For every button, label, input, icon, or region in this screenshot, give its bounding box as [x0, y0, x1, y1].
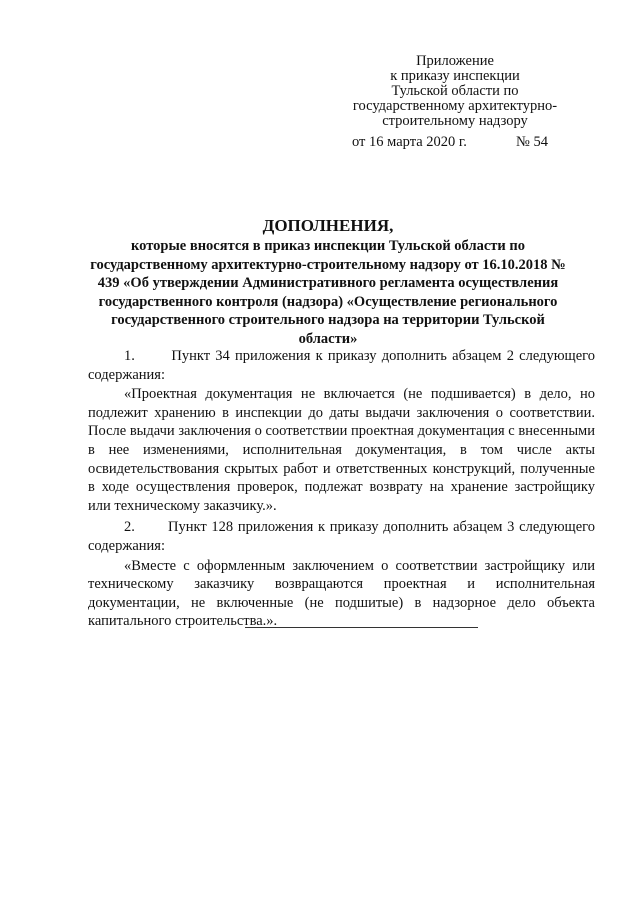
annex-line: Тульской области по [391, 83, 519, 99]
order-date: от 16 марта 2020 г. [352, 134, 467, 150]
item-2-intro: 2. Пункт 128 приложения к приказу дополнить абзацем 3 следующего содержания: [88, 519, 595, 554]
order-reference [352, 134, 592, 150]
document-subtitle: которые вносятся в приказ инспекции Тульской области по государственному архитектурно-строительному надзору от 16.10.2018 № 439 «Об утверждении Административного регламента осуществления государственного контроля (надзора) «Осуществление регионального государственного строительного надзора на территории Тульской области» [90, 238, 566, 347]
annex-block [330, 54, 580, 129]
item-2-quote: «Вместе с оформленным заключением о соответствии застройщику или техническому заказчику возвращаются проектная и исполнительная документации, не включенные (не подшитые) в надзорное дело объекта капитального строительства.». [88, 557, 595, 630]
annex-line: строительному надзору [382, 113, 528, 129]
order-number: № 54 [516, 134, 548, 150]
end-divider [245, 627, 478, 628]
document-body [88, 347, 595, 631]
document-heading [88, 216, 568, 348]
annex-line: государственному архитектурно- [352, 98, 558, 114]
annex-line: к приказу инспекции [390, 68, 520, 84]
annex-line: Приложение [416, 53, 494, 69]
item-1-quote: «Проектная документация не включается (не подшивается) в дело, но подлежит хранению в инспекции до даты выдачи заключения о соответствии. После выдачи заключения о соответствии проектная документация с внесенными в нее изменениями, исполнительная документация, в том числе акты освидетельствования скрытых работ и ответственных конструкций, полученные в ходе осуществления проверок, подлежат возврату на хранение застройщику или техническому заказчику.». [88, 386, 595, 514]
document-title: ДОПОЛНЕНИЯ, [262, 216, 394, 235]
item-1-intro: 1. Пункт 34 приложения к приказу дополнить абзацем 2 следующего содержания: [88, 348, 595, 383]
